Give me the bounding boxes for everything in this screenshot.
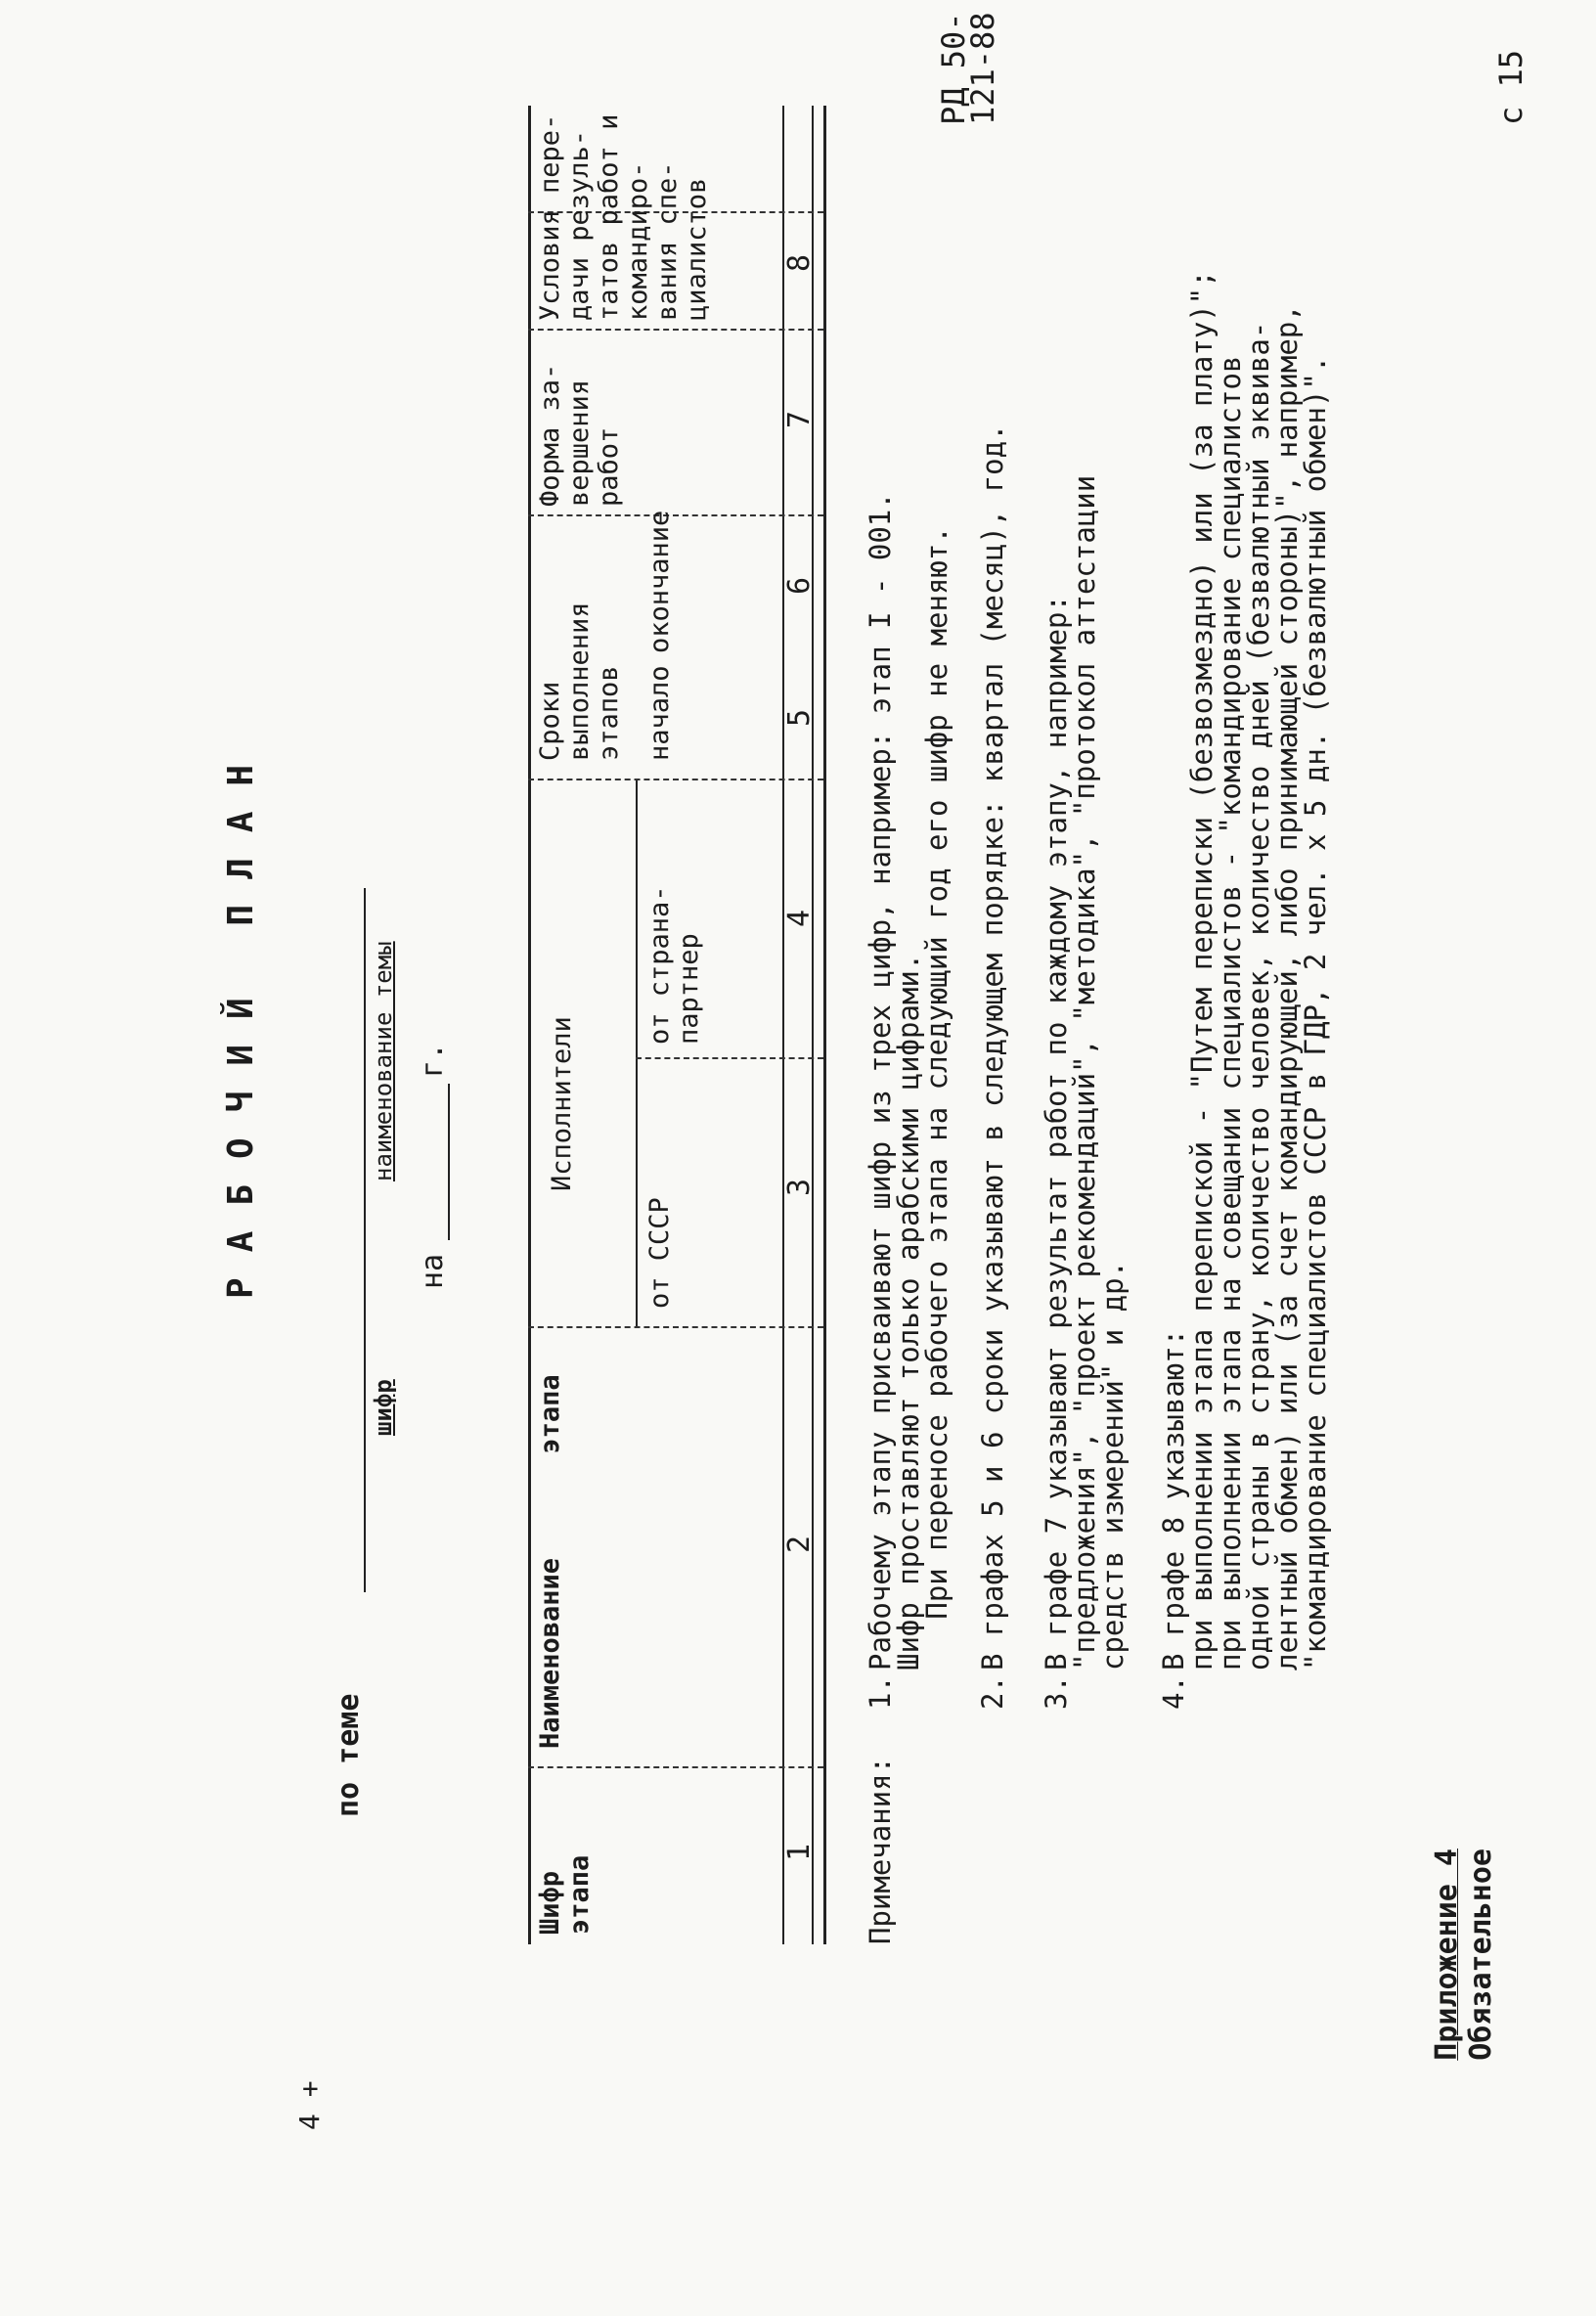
note-2-number: 2.	[976, 1675, 1009, 1710]
table-subheader-rule	[636, 780, 638, 1328]
col-sep-2	[528, 1326, 823, 1328]
topic-name-label: наименование темы	[370, 941, 397, 1181]
colnum-6: 6	[782, 576, 817, 595]
table-numbers-rule	[812, 106, 814, 1944]
header-cipher: Шифр этапа	[535, 1854, 595, 1935]
colnum-3: 3	[782, 1178, 817, 1196]
col-sep-4	[528, 779, 823, 780]
mandatory-label: Обязательное	[1464, 1848, 1498, 2061]
note-2-line-1: В графах 5 и 6 сроки указывают в следующем порядке: квартал (месяц), год.	[976, 423, 1009, 1670]
note-4-line-6: "командирование специалистов СССР в ГДР, 2 чел. х 5 дн. (безвалютный обмен)".	[1299, 355, 1332, 1670]
table-header-rule	[782, 106, 784, 1944]
note-4-number: 4.	[1157, 1675, 1190, 1710]
table-top-rule	[528, 106, 531, 1944]
note-4-line-3: при выполнении этапа на совещании специалистов - "командирование специалистов	[1214, 355, 1247, 1670]
col-sep-6	[528, 329, 823, 331]
colnum-7: 7	[782, 410, 817, 428]
topic-prefix: по теме	[332, 1693, 366, 1817]
note-4-line-4: одной страны в страну, количество человек, количество дней (безвалютный эквива-	[1242, 321, 1275, 1670]
header-form: Форма за- вершения работ	[535, 363, 624, 507]
header-terms: Сроки выполнения этапов	[535, 601, 624, 761]
doc-code: РД 50-121-88	[935, 12, 1001, 125]
colnum-4: 4	[782, 909, 817, 927]
topic-line	[334, 888, 366, 1592]
header-conditions: Условия пере- дачи резуль- татов работ и командиро- вания спе- циалистов	[535, 113, 712, 321]
colnum-8: 8	[782, 253, 817, 272]
note-1-number: 1.	[864, 1675, 897, 1710]
col-sep-5	[528, 514, 823, 516]
for-label: на	[416, 1253, 450, 1289]
note-1-line-2: Шифр проставляют только арабскими цифрами.	[892, 953, 925, 1670]
corner-mark: 4 +	[293, 2080, 326, 2130]
header-partner: от страна- партнер	[644, 885, 704, 1045]
cipher-label: шифр	[370, 1379, 397, 1436]
year-line	[419, 1084, 450, 1240]
header-name: Наименование этапа	[535, 1374, 565, 1749]
note-4-line-1: В графе 8 указывают:	[1157, 1328, 1190, 1670]
note-4-line-2: при выполнении этапа перепиской - "Путем переписки (безвозмездно) или (за плату)";	[1185, 270, 1219, 1670]
colnum-2: 2	[782, 1535, 817, 1553]
header-start: начало	[644, 665, 675, 761]
note-1-line-3: При переносе рабочего этапа на следующий год его шифр не меняют.	[920, 526, 953, 1670]
note-3-line-3: средств измерений" и др.	[1096, 1260, 1130, 1670]
colnum-5: 5	[782, 708, 817, 727]
colnum-1: 1	[782, 1843, 817, 1861]
note-3-line-2: "предложения", "проект рекомендаций", "методика", "протокол аттестации	[1068, 474, 1101, 1670]
note-4-line-5: лентный обмен) или (за счет командирующей, либо принимающей стороны)", например,	[1270, 304, 1304, 1670]
header-executors: Исполнители	[547, 1016, 577, 1191]
note-3-number: 3.	[1040, 1675, 1073, 1710]
table-bottom-rule	[823, 106, 826, 1944]
col-sep-3	[636, 1057, 823, 1059]
note-3-line-1: В графе 7 указывают результат работ по каждому этапу, например:	[1040, 595, 1073, 1670]
notes-label: Примечания:	[864, 1756, 897, 1944]
note-1-line-1: Рабочему этапу присваивают шифр из трех цифр, например: этап I - 001.	[864, 492, 897, 1670]
year-suffix: г.	[416, 1042, 450, 1078]
plan-title: РАБОЧИЙ ПЛАН	[221, 738, 261, 1299]
header-end: окончание	[644, 510, 675, 653]
header-ussr: от СССР	[644, 1197, 675, 1309]
appendix-label: Приложение 4	[1430, 1848, 1464, 2061]
col-sep-1	[528, 1766, 823, 1768]
page-number: с 15	[1492, 49, 1530, 125]
